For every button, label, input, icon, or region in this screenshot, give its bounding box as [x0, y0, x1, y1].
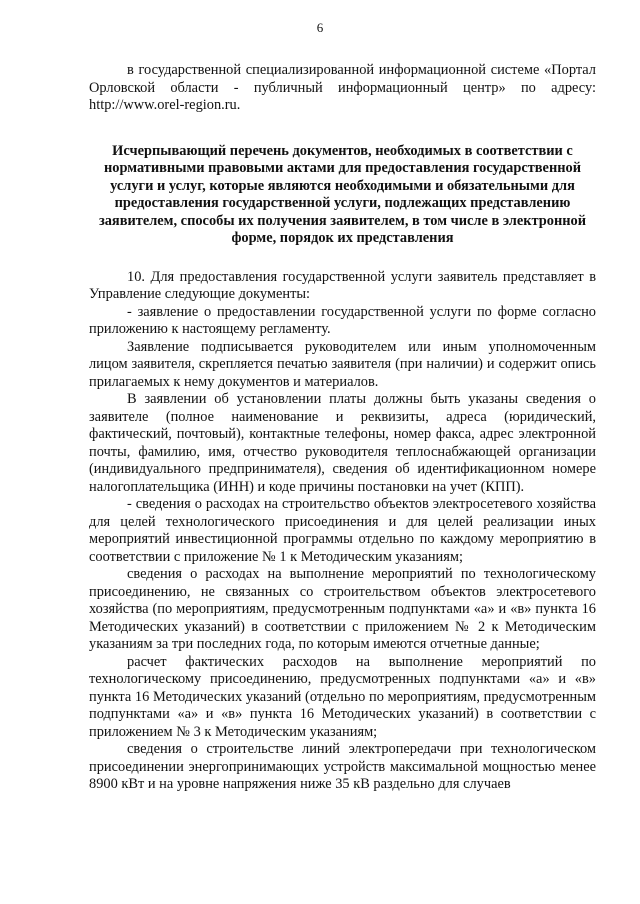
paragraph-applicant-info: В заявлении об установлении платы должны быть указаны сведения о заявителе (полное наименование и реквизиты, адреса (юридический, фактический, почтовый), контактные телефоны, номер факса, адрес электронной почты, фамилию, имя, отчество руководителя теплоснабжающей организации (индивидуального предпринимателя), сведения об идентификационном номере налогоплательщика (ИНН) и коде причины постановки на учет (КПП).	[89, 391, 596, 495]
paragraph-application: - заявление о предоставлении государственной услуги по форме согласно приложению к настоящему регламенту.	[89, 303, 596, 337]
section-heading: Исчерпывающий перечень документов, необходимых в соответствии с нормативными правовыми актами для предоставления государственной услуги и услуг, которые являются необходимыми и обязательными для предоставления государственной услуги, подлежащих представлению заявителем, способы их получения заявителем, в том числе в электронной форме, порядок их представления	[98, 142, 587, 246]
page-number: 6	[316, 20, 324, 35]
paragraph-measures-costs: сведения о расходах на выполнение мероприятий по технологическому присоединению, не связанных со строительством объектов электросетевого хозяйства (по мероприятиям, предусмотренным подпунктами «а» и «в» пункта 16 Методических указаний) в соответствии с приложением № 2 к Методическим указаниям за три последних года, по которым имеются отчетные данные;	[89, 566, 596, 652]
paragraph-construction-costs: - сведения о расходах на строительство объектов электросетевого хозяйства для целей технологического присоединения и для целей реализации иных мероприятий инвестиционной программы отдельно по каждому мероприятию в соответствии с приложение № 1 к Методическим указаниям;	[89, 496, 596, 565]
intro-paragraph: в государственной специализированной информационной системе «Портал Орловской области - публичный информационный центр» по адресу: http://www.orel-region.ru.	[89, 62, 596, 113]
document-body	[89, 62, 596, 794]
paragraph-power-lines: сведения о строительстве линий электропередачи при технологическом присоединении энергопринимающих устройств максимальной мощностью менее 8900 кВт и на уровне напряжения ниже 35 кВ раздельно для случаев	[89, 741, 596, 792]
paragraph-signature: Заявление подписывается руководителем или иным уполномоченным лицом заявителя, скрепляется печатью заявителя (при наличии) и содержит опись прилагаемых к нему документов и материалов.	[89, 338, 596, 390]
paragraph-actual-costs: расчет фактических расходов на выполнение мероприятий по технологическому присоединению, предусмотренных подпунктами «а» и «в» пункта 16 Методических указаний (отдельно по мероприятиям, предусмотренным подпунктами «а» и «в» пункта 16 Методических указаний) в соответствии с приложением № 3 к Методическим указаниям;	[89, 653, 596, 740]
paragraph-10: 10. Для предоставления государственной услуги заявитель представляет в Управление следующие документы:	[89, 268, 596, 302]
